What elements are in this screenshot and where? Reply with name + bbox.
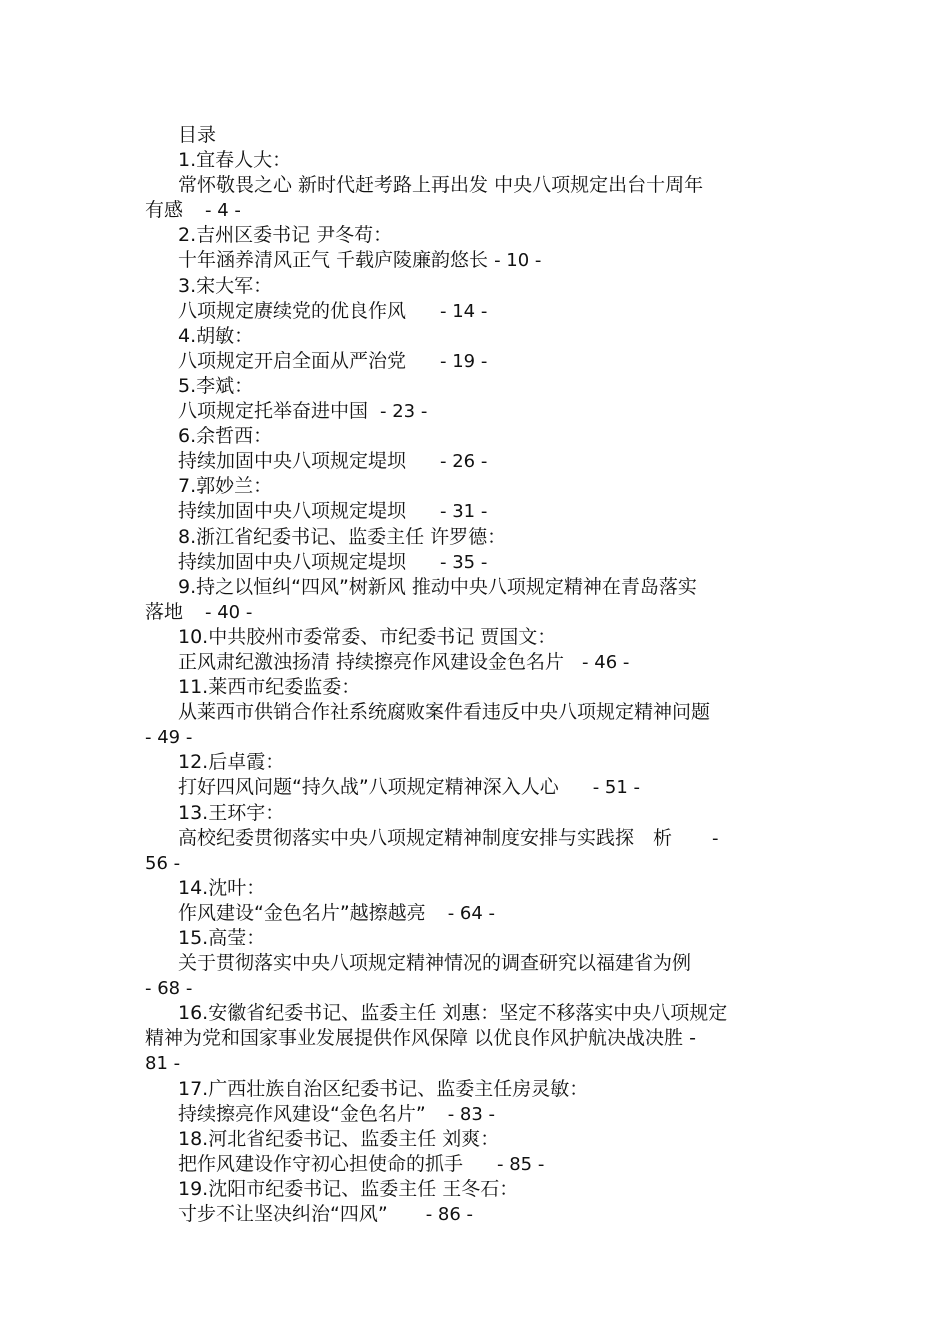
- page-number: - 68 -: [145, 978, 193, 1000]
- toc-entry-title: 从莱西市供销合作社系统腐败案件看违反中央八项规定精神问题: [178, 701, 711, 724]
- page-number: 56 -: [145, 852, 181, 874]
- toc-entry-author: 18.河北省纪委书记、监委主任 刘爽：: [178, 1127, 500, 1150]
- toc-entry-title: 持续加固中央八项规定堤坝 - 31 -: [178, 500, 488, 523]
- toc-entry-title: 作风建设“金色名片”越擦越亮 - 64 -: [178, 901, 496, 924]
- toc-entry-title: 十年涵养清风正气 千载庐陵廉韵悠长 - 10 -: [178, 249, 542, 272]
- page-number: - 85 -: [497, 1153, 545, 1175]
- toc-entry-author: 10.中共胶州市委常委、市纪委书记 贾国文：: [178, 625, 557, 648]
- toc-entry-title: 9.持之以恒纠“四风”树新风 推动中央八项规定精神在青岛落实: [178, 575, 697, 598]
- toc-entry-title: 正风肃纪激浊扬清 持续擦亮作风建设金色名片 - 46 -: [178, 650, 630, 673]
- page-number: - 14 -: [440, 300, 488, 322]
- page-number: - 64 -: [447, 902, 496, 924]
- toc-entry-author: 8.浙江省纪委书记、监委主任 许罗德：: [178, 525, 507, 548]
- page-number: - 49 -: [145, 727, 193, 749]
- toc-entry-title: 常怀敬畏之心 新时代赶考路上再出发 中央八项规定出台十周年: [178, 174, 704, 197]
- toc-entry-author: 14.沈叶：: [178, 876, 266, 899]
- toc-entry-title: 关于贯彻落实中央八项规定精神情况的调查研究以福建省为例: [178, 952, 692, 975]
- page-number: - 19 -: [440, 350, 488, 372]
- toc-entry-author: 7.郭妙兰：: [178, 475, 273, 498]
- toc-entry-author: 15.高莹：: [178, 927, 266, 949]
- toc-entry-author: 1.宜春人大：: [178, 149, 292, 172]
- toc-entry-title: 高校纪委贯彻落实中央八项规定精神制度安排与实践探 析 -: [178, 826, 719, 849]
- page-number: - 51 -: [592, 777, 641, 799]
- toc-entry-author: 3.宋大军：: [178, 274, 273, 297]
- toc-entry-title-cont: 落地 - 40 -: [145, 600, 253, 623]
- toc-entry-author: 13.王环宇：: [178, 801, 285, 824]
- toc-entry-author: 19.沈阳市纪委书记、监委主任 王冬石：: [178, 1177, 519, 1200]
- toc-title: 目录: [178, 124, 217, 146]
- toc-entry-title: 打好四风问题“持久战”八项规定精神深入人心 - 51 -: [178, 776, 641, 799]
- toc-entry-title: 八项规定赓续党的优良作风 - 14 -: [178, 299, 488, 322]
- toc-entry-title-cont: 精神为党和国家事业发展提供作风保障 以优良作风护航决战决胜 -: [145, 1027, 696, 1050]
- page-number: - 40 -: [205, 601, 253, 623]
- toc-entry-author: 16.安徽省纪委书记、监委主任 刘惠：坚定不移落实中央八项规定: [178, 1002, 728, 1025]
- page-number: - 35 -: [440, 551, 488, 573]
- toc-page: [145, 123, 807, 1227]
- toc-entry-author: 5.李斌：: [178, 374, 254, 397]
- toc-entry-author: 17.广西壮族自治区纪委书记、监委主任房灵敏：: [178, 1077, 589, 1100]
- toc-entry-author: 12.后卓霞：: [178, 751, 285, 774]
- toc-entry-author: 4.胡敏：: [178, 324, 254, 347]
- page-number: -: [712, 827, 719, 849]
- toc-entry-title: 把作风建设作守初心担使命的抓手 - 85 -: [178, 1152, 545, 1175]
- page-number: - 31 -: [440, 501, 488, 523]
- toc-entry-author: 11.莱西市纪委监委：: [178, 676, 361, 699]
- page-number: 81 -: [145, 1053, 181, 1075]
- page-number: - 4 -: [205, 200, 241, 222]
- toc-entry-title: 持续擦亮作风建设“金色名片” - 83 -: [178, 1102, 496, 1125]
- toc-entry-author: 6.余哲西：: [178, 425, 273, 448]
- page-number: - 83 -: [447, 1103, 496, 1125]
- page-number: - 26 -: [440, 451, 488, 473]
- toc-entry-title: 八项规定托举奋进中国 - 23 -: [178, 400, 428, 423]
- page-number: - 86 -: [425, 1204, 474, 1226]
- toc-entry-title: 持续加固中央八项规定堤坝 - 26 -: [178, 450, 488, 473]
- toc-entry-title: 持续加固中央八项规定堤坝 - 35 -: [178, 550, 488, 573]
- page-number: - 23 -: [380, 401, 428, 423]
- toc-entry-title: 八项规定开启全面从严治党 - 19 -: [178, 349, 488, 372]
- toc-entry-author: 2.吉州区委书记 尹冬苟：: [178, 224, 393, 247]
- page-number: - 10 -: [494, 250, 542, 272]
- toc-entry-title: 寸步不让坚决纠治“四风” - 86 -: [178, 1203, 474, 1226]
- page-number: - 46 -: [582, 651, 630, 673]
- toc-entry-title-cont: 有感 - 4 -: [145, 199, 241, 222]
